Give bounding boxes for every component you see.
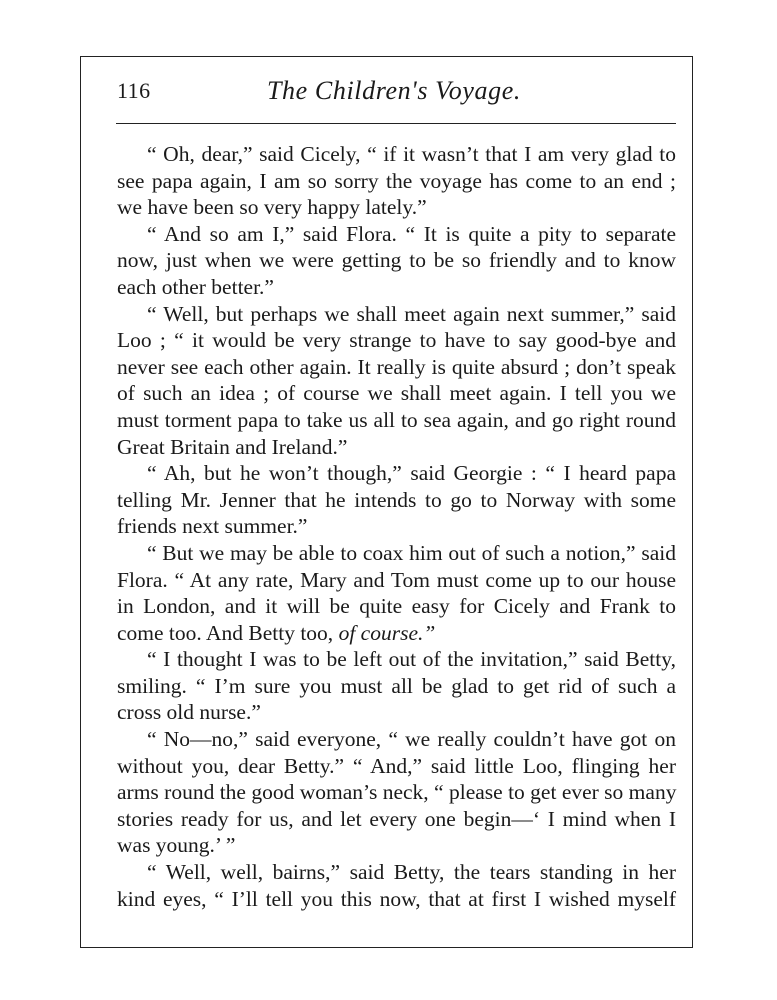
body-text [117,141,676,912]
text-line: stories ready for us, and let every one begin—‘ I mind when I [117,806,676,831]
text-line: must torment papa to take us all to sea again, and go right round [117,407,676,432]
text-line: see papa again, I am so sorry the voyage has come to an end ; [117,168,676,193]
text-line: telling Mr. Jenner that he intends to go to Norway with some [117,487,676,512]
text-line: “ Ah, but he won’t though,” said Georgie : “ I heard papa [147,461,676,486]
text-line: now, just when we were getting to be so friendly and to know [117,248,676,273]
text-line: Loo ; “ it would be very strange to have to say good-bye and [117,328,676,353]
text-line: arms round the good woman’s neck, “ please to get ever so many [117,780,677,805]
text-line: “ I thought I was to be left out of the invitation,” said Betty, [147,647,676,672]
text-line: “ But we may be able to coax him out of such a notion,” said [147,540,676,565]
text-line: “ And so am I,” said Flora. “ It is quite a pity to separate [147,221,676,246]
text-line: of such an idea ; of course we shall meet again. I tell you we [117,381,676,406]
text-line: “ Well, but perhaps we shall meet again next summer,” said [147,301,676,326]
text-line: never see each other again. It really is quite absurd ; don’t speak [117,354,676,379]
text-line: cross old nurse.” [117,700,261,725]
text-line: smiling. “ I’m sure you must all be glad to get rid of such a [117,673,676,698]
text-line: “ Well, well, bairns,” said Betty, the tears standing in her [147,860,676,885]
text-line [117,620,676,647]
header-rule [116,123,676,124]
running-title: The Children's Voyage. [267,76,521,105]
text-line: we have been so very happy lately.” [117,195,427,220]
text-line: in London, and it will be quite easy for Cicely and Frank to [117,594,676,619]
text-line: “ No—no,” said everyone, “ we really couldn’t have got on [147,727,676,752]
text-line: was young.’ ” [117,833,236,858]
text-line: each other better.” [117,274,274,299]
page-number: 116 [117,78,151,103]
text-line: Flora. “ At any rate, Mary and Tom must come up to our house [117,567,676,592]
text-line: friends next summer.” [117,514,308,539]
text-line: “ Oh, dear,” said Cicely, “ if it wasn’t that I am very glad to [147,142,676,166]
text-line: Great Britain and Ireland.” [117,434,348,459]
text-line-roman: come too. And Betty too, [117,620,334,645]
text-line: without you, dear Betty.” “ And,” said little Loo, flinging her [117,753,676,778]
text-line-italic: of course.” [338,620,436,645]
text-line: kind eyes, “ I’ll tell you this now, that at first I wished myself [117,886,676,911]
